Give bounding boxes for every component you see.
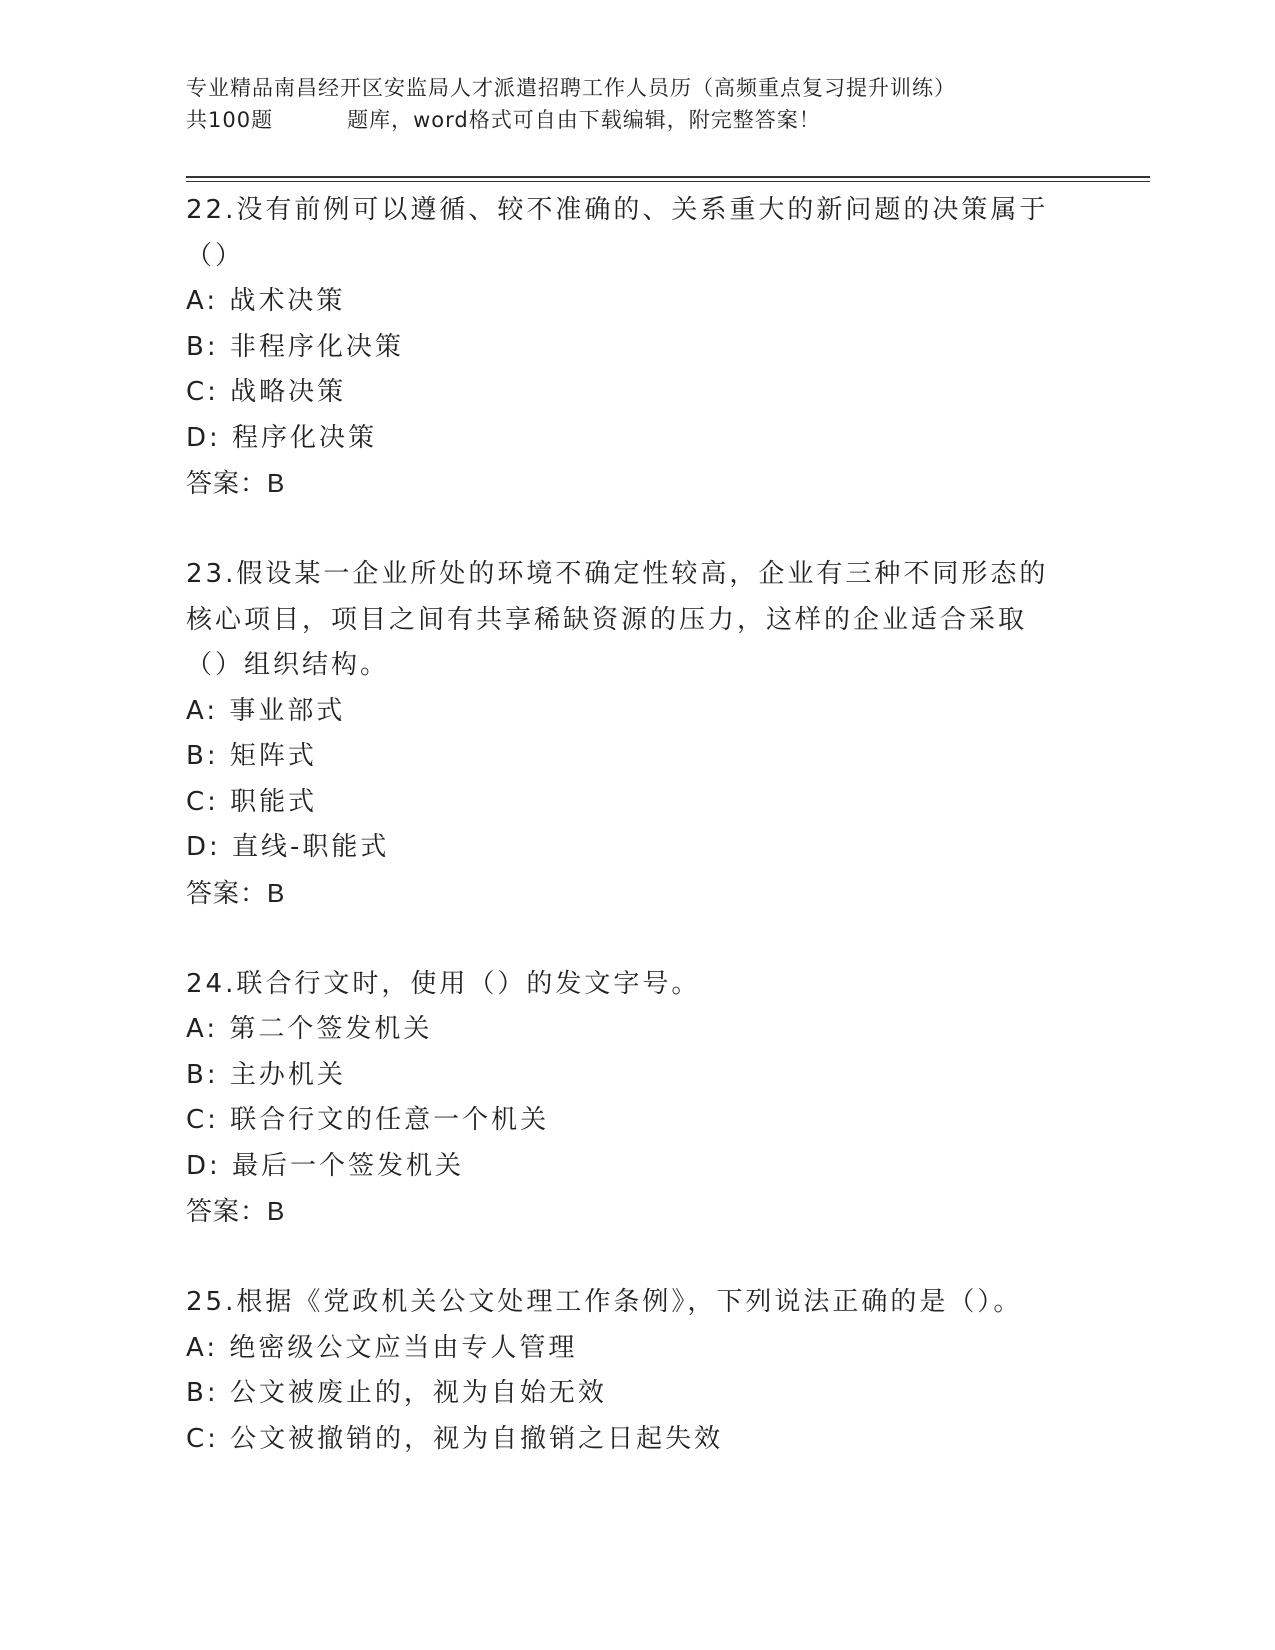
option-c: C: 公文被撤销的，视为自撤销之日起失效 (186, 1423, 724, 1454)
option-a: A: 第二个签发机关 (186, 1014, 433, 1044)
question-text: 24.联合行文时，使用（）的发文字号。 (186, 968, 701, 999)
option-a: A: 事业部式 (186, 695, 346, 726)
question-count: 共100题 (186, 108, 274, 132)
option-b: B: 主办机关 (186, 1059, 346, 1090)
question-text: 22.没有前例可以遵循、较不准确的、关系重大的新问题的决策属于（） (186, 195, 1049, 271)
header-divider-thin (186, 181, 1150, 182)
header-title: 专业精品南昌经开区安监局人才派遣招聘工作人员历（高频重点复习提升训练） (186, 76, 956, 100)
option-c: C: 联合行文的任意一个机关 (186, 1105, 550, 1135)
header-divider-thick (186, 176, 1150, 178)
question-25 (186, 1280, 1066, 1462)
question-23 (186, 552, 1066, 916)
option-a: A: 战术决策 (186, 286, 346, 316)
question-spacer (186, 1235, 1066, 1281)
question-spacer (186, 916, 1066, 962)
document-header (186, 72, 1086, 136)
header-note: 题库，word格式可自由下载编辑，附完整答案！ (347, 108, 821, 132)
question-text: 23.假设某一企业所处的环境不确定性较高，企业有三种不同形态的核心项目，项目之间有共享稀缺资源的压力，这样的企业适合采取（）组织结构。 (186, 559, 1049, 680)
option-b: B: 非程序化决策 (186, 331, 404, 362)
option-c: C: 战略决策 (186, 377, 347, 407)
option-d: D: 直线-职能式 (186, 832, 390, 862)
question-spacer (186, 507, 1066, 553)
question-22 (186, 188, 1066, 507)
answer: 答案：B (186, 877, 286, 908)
option-d: D: 程序化决策 (186, 422, 378, 453)
question-list (186, 188, 1066, 1462)
question-24 (186, 962, 1066, 1235)
option-b: B: 矩阵式 (186, 741, 317, 771)
option-b: B: 公文被废止的，视为自始无效 (186, 1378, 607, 1408)
header-subtitle (186, 104, 1086, 136)
option-a: A: 绝密级公文应当由专人管理 (186, 1332, 578, 1363)
answer: 答案：B (186, 1196, 286, 1226)
answer: 答案：B (186, 468, 286, 498)
question-text: 25.根据《党政机关公文处理工作条例》，下列说法正确的是（）。 (186, 1287, 1023, 1317)
option-d: D: 最后一个签发机关 (186, 1150, 465, 1181)
option-c: C: 职能式 (186, 786, 318, 817)
